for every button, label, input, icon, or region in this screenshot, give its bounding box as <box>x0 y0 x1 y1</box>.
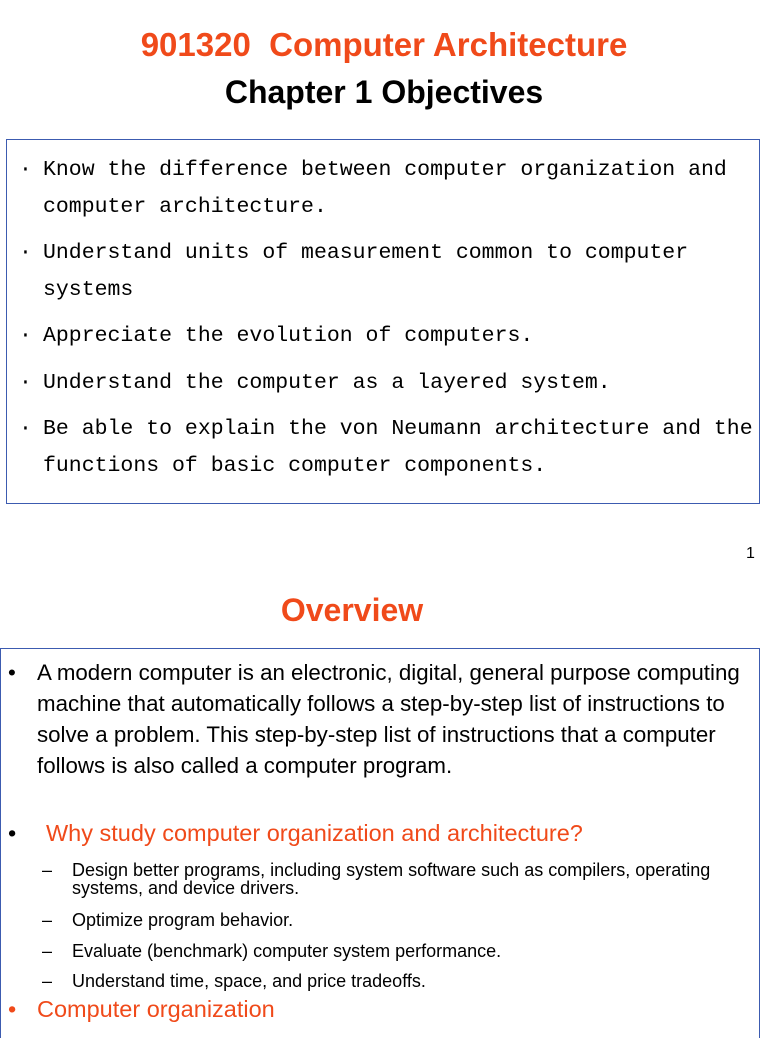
objective-item: · Appreciate the evolution of computers. <box>19 318 533 355</box>
overview-title: Overview <box>280 592 424 628</box>
objective-item: · Know the difference between computer organization and computer architecture. <box>19 152 727 226</box>
objectives-box <box>6 139 760 504</box>
reason-item: – Optimize program behavior. <box>42 910 294 930</box>
dash: – <box>42 860 53 880</box>
intro-paragraph: • A modern computer is an electronic, digital, general purpose computing machine that automatically follows a step-by-step list of instructions to solve a problem. This step-by-step list of instructions that a computer follows is also called a computer program. <box>8 657 748 781</box>
dash: – <box>42 971 53 991</box>
bullet: • <box>8 660 16 685</box>
objective-item: · Understand units of measurement common to computer systems <box>19 235 688 309</box>
page-number: 1 <box>746 545 755 562</box>
bullet: • <box>8 820 17 846</box>
next-heading: • Computer organization <box>8 996 275 1022</box>
bullet: · <box>19 417 32 441</box>
reason-item: – Evaluate (benchmark) computer system performance. <box>42 941 502 961</box>
bullet: · <box>19 158 32 182</box>
course-title: 901320 Computer Architecture <box>140 26 628 63</box>
reason-item: – Design better programs, including system software such as compilers, operating systems, and device drivers. <box>42 860 711 898</box>
dash: – <box>42 941 53 961</box>
reason-item: – Understand time, space, and price tradeoffs. <box>42 971 426 991</box>
bullet: · <box>19 371 32 395</box>
bullet: • <box>8 996 17 1022</box>
bullet: · <box>19 324 32 348</box>
dash: – <box>42 910 53 930</box>
why-heading: • Why study computer organization and architecture? <box>8 820 583 846</box>
objective-item: · Understand the computer as a layered system. <box>19 365 611 402</box>
objective-item: · Be able to explain the von Neumann architecture and the functions of basic computer components. <box>19 411 753 485</box>
bullet: · <box>19 241 32 265</box>
chapter-title: Chapter 1 Objectives <box>224 74 544 110</box>
